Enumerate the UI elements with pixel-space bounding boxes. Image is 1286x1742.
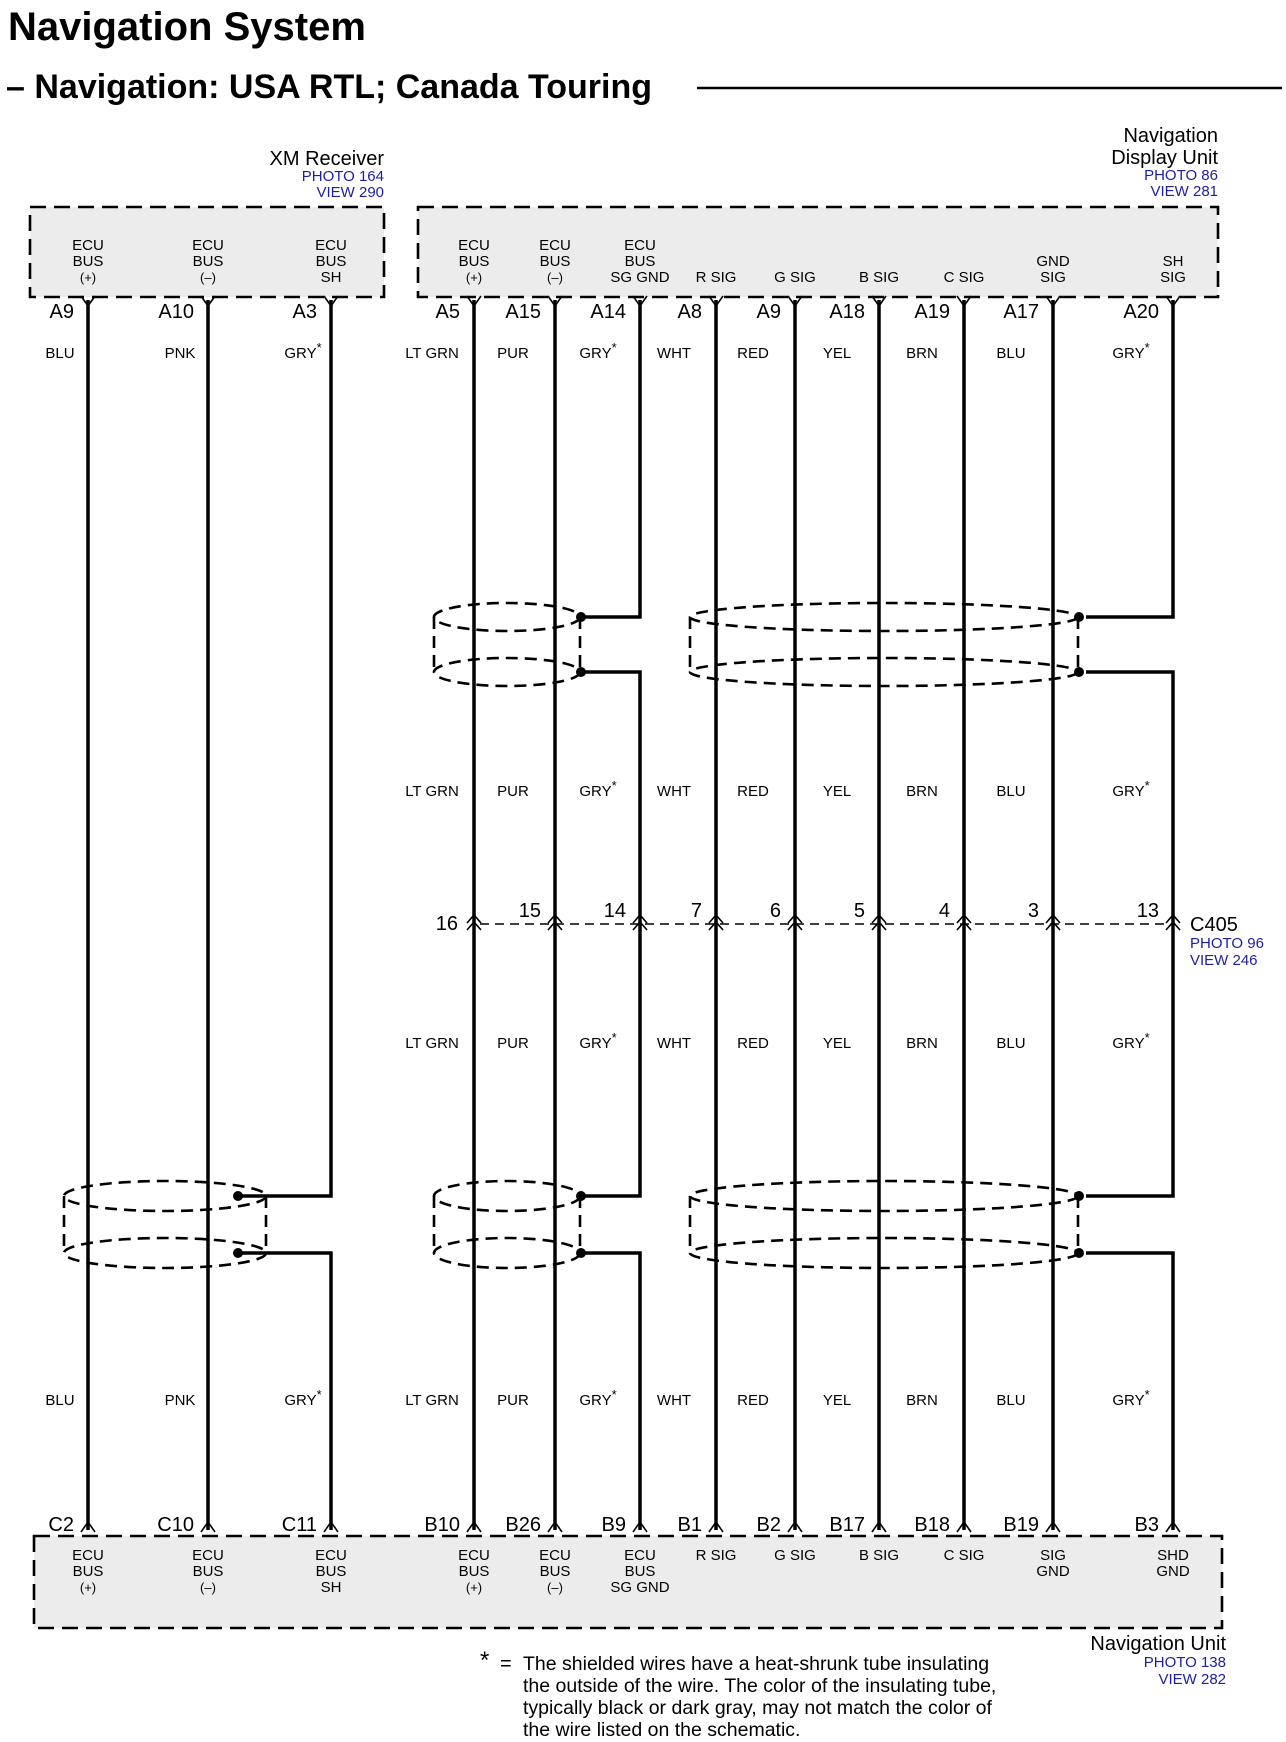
display-wire-color-2-A18: YEL [822,783,852,800]
xm-pin-label-A9: A9 [49,301,74,323]
xm-pin-func-A10-2: (–) [200,270,216,285]
c405-cavity-14: 14 [603,900,626,922]
display-wire-color-2-A19: BRN [906,783,938,800]
display-pin-label-A14: A14 [590,301,626,323]
xm-pin-func-A10-1: BUS [192,253,224,270]
display-wire-color-4-A15: PUR [497,1392,529,1409]
display-unit-name-2: Display Unit [1111,147,1218,169]
c405-cavity-15: 15 [518,900,541,922]
nav-pin-func-B3-0: SHD [1157,1547,1189,1564]
wires [88,300,1173,1530]
nav-pin-func-B26-1: BUS [539,1563,571,1580]
display-wire-color-2-A15: PUR [497,783,529,800]
nav-pin-func-C11-1: BUS [315,1563,347,1580]
xm-pin-label-A3: A3 [292,301,317,323]
c405-cavity-5: 5 [853,900,865,922]
display-wire-color-1-A8: WHT [656,345,692,362]
display-wire-color-2-A9: RED [737,783,769,800]
display-pin-func-A8-0: R SIG [695,269,737,286]
c405-cavity-4: 4 [938,900,950,922]
xm-pin-func-A3-1: BUS [315,253,347,270]
xm-receiver-photo: PHOTO 164 [301,168,384,185]
display-wire-color-3-A8: WHT [656,1035,692,1052]
nav-pin-label-C10: C10 [157,1514,194,1536]
footnote-line-1: The shielded wires have a heat-shrunk tube insulating [523,1653,990,1675]
nav-pin-func-B9-1: BUS [624,1563,656,1580]
display-unit-box [418,207,1218,297]
display-wire-color-3-A18: YEL [822,1035,852,1052]
c405-cavity-7: 7 [690,900,702,922]
page-title: Navigation System [8,5,366,49]
display-wire-color-1-A20: GRY* [1112,340,1150,362]
nav-pin-label-C11: C11 [281,1514,317,1536]
xm-pin-func-A9-0: ECU [72,237,104,254]
xm-pin-func-A3-0: ECU [315,237,347,254]
display-wire-color-4-A9: RED [737,1392,769,1409]
display-pin-func-A5-1: BUS [458,253,490,270]
nav-pin-func-C2-0: ECU [72,1547,104,1564]
display-wire-color-2-A20: GRY* [1112,778,1150,800]
display-pin-func-A5-0: ECU [458,237,490,254]
c405-cavity-6: 6 [769,900,781,922]
display-pin-func-A20-0: SH [1162,253,1184,270]
nav-pin-func-B10-2: (+) [465,1580,483,1595]
display-pin-func-A14-2: SG GND [610,269,670,286]
c405-photo: PHOTO 96 [1190,935,1264,952]
xm-wire-color-bottom-A3: GRY* [284,1387,322,1409]
display-pin-func-A19-0: C SIG [943,269,985,286]
shield-ring-display-video-top [690,603,1078,686]
nav-pin-label-B26: B26 [505,1514,541,1536]
nav-pin-func-C2-2: (+) [79,1580,97,1595]
display-pin-func-A15-0: ECU [539,237,571,254]
nav-pin-func-B26-2: (–) [547,1580,563,1595]
nav-unit-photo: PHOTO 138 [1143,1654,1226,1671]
xm-pin-func-A10-0: ECU [192,237,224,254]
display-pin-label-A15: A15 [505,301,541,323]
nav-pin-func-C11-0: ECU [315,1547,347,1564]
display-wire-color-3-A20: GRY* [1112,1030,1150,1052]
display-wire-color-4-A17: BLU [996,1392,1026,1409]
nav-pin-func-B19-0: SIG [1040,1547,1066,1564]
footnote-equals: = [500,1653,512,1675]
nav-pin-func-C10-2: (–) [200,1580,216,1595]
nav-pin-func-B26-0: ECU [539,1547,571,1564]
footnote-symbol: * [480,1647,490,1674]
display-wire-color-4-A20: GRY* [1112,1387,1150,1409]
display-pin-func-A14-0: ECU [624,237,656,254]
nav-pin-func-B3-1: GND [1156,1563,1190,1580]
display-wire-color-1-A9: RED [737,345,769,362]
nav-pin-func-C11-2: SH [320,1579,342,1596]
display-unit-photo: PHOTO 86 [1144,167,1218,184]
xm-wire-color-bottom-A9: BLU [45,1392,75,1409]
display-pin-func-A20-1: SIG [1160,269,1186,286]
nav-pin-func-B9-2: SG GND [610,1579,670,1596]
nav-pin-label-B9: B9 [601,1514,626,1536]
display-pin-func-A15-2: (–) [547,270,563,285]
wire-shield-c405-13 [1086,672,1173,1196]
display-wire-color-4-A18: YEL [822,1392,852,1409]
nav-pin-func-B19-1: GND [1036,1563,1070,1580]
wire-shield-c405-14 [580,672,640,1196]
display-wire-color-1-A14: GRY* [579,340,617,362]
nav-pin-label-B2: B2 [756,1514,781,1536]
nav-pin-label-B19: B19 [1003,1514,1039,1536]
nav-pin-func-B2-0: G SIG [774,1547,816,1564]
display-wire-color-2-A8: WHT [656,783,692,800]
display-wire-color-3-A14: GRY* [579,1030,617,1052]
display-pin-label-A5: A5 [435,301,460,323]
nav-pin-label-B17: B17 [829,1514,865,1536]
xm-wire-color-bottom-A10: PNK [164,1392,196,1409]
nav-pin-label-B1: B1 [677,1514,702,1536]
display-pin-label-A17: A17 [1003,301,1039,323]
xm-receiver-view: VIEW 290 [316,184,384,201]
display-pin-label-A19: A19 [914,301,950,323]
nav-pin-func-B17-0: B SIG [858,1547,900,1564]
display-wire-color-1-A18: YEL [822,345,852,362]
display-wire-color-1-A15: PUR [497,345,529,362]
nav-pin-label-B3: B3 [1134,1514,1159,1536]
display-pin-label-A20: A20 [1123,301,1159,323]
c405-view: VIEW 246 [1190,952,1258,969]
display-wire-color-2-A5: LT GRN [405,783,459,800]
display-wire-color-4-A8: WHT [656,1392,692,1409]
display-wire-color-1-A17: BLU [996,345,1026,362]
c405-cavity-13: 13 [1136,900,1159,922]
nav-unit-name: Navigation Unit [1090,1633,1226,1655]
wire-xm-shield-a3 [238,300,331,1196]
nav-pin-func-B9-0: ECU [624,1547,656,1564]
display-unit-view: VIEW 281 [1150,183,1218,200]
shield-ring-display-bus-bottom [434,1181,580,1268]
footnote-line-4: the wire listed on the schematic. [523,1719,801,1741]
c405-cavity-3: 3 [1027,900,1039,922]
nav-pin-label-C2: C2 [48,1514,74,1536]
nav-pin-func-C10-0: ECU [192,1547,224,1564]
page-subtitle: – Navigation: USA RTL; Canada Touring [6,68,653,106]
display-pin-func-A15-1: BUS [539,253,571,270]
nav-pin-label-B10: B10 [424,1514,460,1536]
shield-dots [233,612,1084,1258]
display-pin-func-A14-1: BUS [624,253,656,270]
display-wire-color-1-A19: BRN [906,345,938,362]
nav-pin-func-B18-0: C SIG [943,1547,985,1564]
shield-ring-display-bus-top [434,603,580,686]
display-pin-func-A17-1: SIG [1040,269,1066,286]
display-wire-color-2-A14: GRY* [579,778,617,800]
display-wire-color-3-A15: PUR [497,1035,529,1052]
generated-labels [45,237,1189,1596]
nav-pin-func-B10-0: ECU [458,1547,490,1564]
display-pin-func-A5-2: (+) [465,270,483,285]
display-pin-label-A9: A9 [756,301,781,323]
display-wire-color-3-A17: BLU [996,1035,1026,1052]
display-wire-color-3-A9: RED [737,1035,769,1052]
display-wire-color-4-A14: GRY* [579,1387,617,1409]
xm-wire-color-top-A3: GRY* [284,340,322,362]
display-pin-func-A18-0: B SIG [858,269,900,286]
xm-pin-label-A10: A10 [158,301,194,323]
display-wire-color-4-A19: BRN [906,1392,938,1409]
display-wire-color-4-A5: LT GRN [405,1392,459,1409]
display-pin-label-A18: A18 [829,301,865,323]
footnote-line-2: the outside of the wire. The color of the insulating tube, [523,1675,997,1697]
xm-pin-func-A9-2: (+) [79,270,97,285]
nav-pin-func-B10-1: BUS [458,1563,490,1580]
display-wire-color-1-A5: LT GRN [405,345,459,362]
c405-name: C405 [1190,914,1238,936]
c405-cavity-16: 16 [435,913,458,935]
xm-pin-func-A3-2: SH [320,269,342,286]
xm-wire-color-top-A9: BLU [45,345,75,362]
display-wire-color-3-A19: BRN [906,1035,938,1052]
display-wire-color-3-A5: LT GRN [405,1035,459,1052]
display-pin-func-A17-0: GND [1036,253,1070,270]
shield-ring-display-video-bottom [690,1181,1078,1268]
nav-pin-func-C10-1: BUS [192,1563,224,1580]
nav-pin-func-C2-1: BUS [72,1563,104,1580]
nav-unit-view: VIEW 282 [1158,1671,1226,1688]
xm-wire-color-top-A10: PNK [164,345,196,362]
display-wire-color-2-A17: BLU [996,783,1026,800]
xm-pin-func-A9-1: BUS [72,253,104,270]
nav-pin-func-B1-0: R SIG [695,1547,737,1564]
display-unit-name-1: Navigation [1123,125,1218,147]
display-pin-label-A8: A8 [677,301,702,323]
nav-pin-label-B18: B18 [914,1514,950,1536]
xm-receiver-name: XM Receiver [269,148,384,170]
footnote-line-3: typically black or dark gray, may not match the color of [523,1697,992,1719]
display-pin-func-A9-0: G SIG [774,269,816,286]
